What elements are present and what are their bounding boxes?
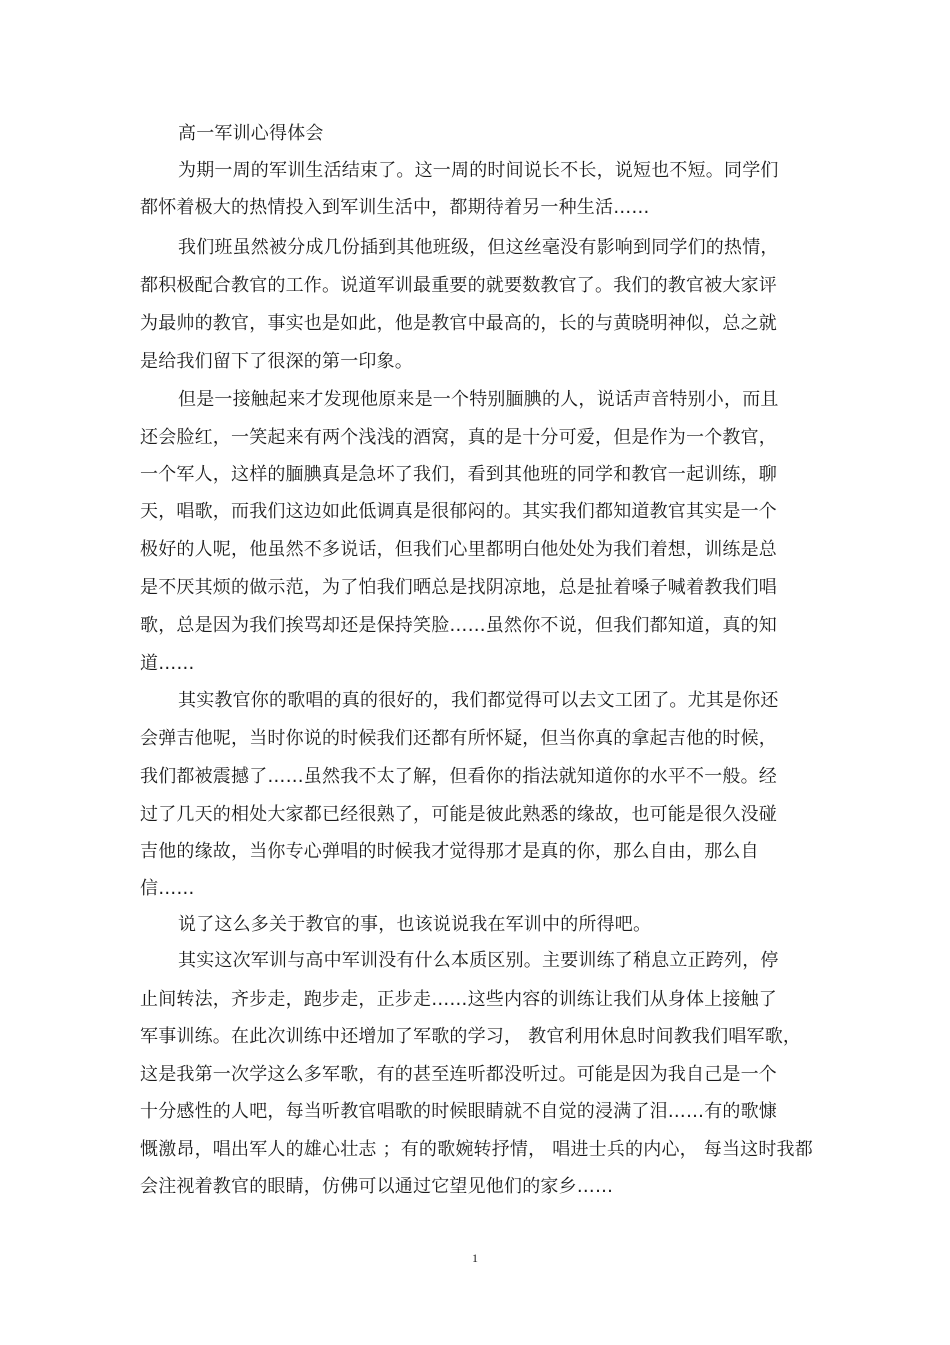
text-line: 我们班虽然被分成几份插到其他班级，但这丝毫没有影响到同学们的热情，	[178, 237, 779, 258]
text-line: 都积极配合教官的工作。说道军训最重要的就要数教官了。我们的教官被大家评	[140, 275, 777, 296]
text-line: 过了几天的相处大家都已经很熟了，可能是彼此熟悉的缘故，也可能是很久没碰	[140, 804, 777, 825]
page-number: 1	[472, 1251, 478, 1265]
document-title: 高一军训心得体会	[178, 123, 324, 144]
text-line: 说了这么多关于教官的事，也该说说我在军训中的所得吧。	[178, 914, 652, 935]
text-line: 信……	[140, 878, 195, 899]
text-line: 歌，总是因为我们挨骂却还是保持笑脸……虽然你不说，但我们都知道，真的知	[140, 615, 777, 636]
text-line: 为期一周的军训生活结束了。这一周的时间说长不长，说短也不短。同学们	[178, 160, 779, 181]
text-line: 道……	[140, 653, 195, 674]
text-line: 止间转法，齐步走，跑步走，正步走……这些内容的训练让我们从身体上接触了	[140, 989, 777, 1010]
text-line: 一个军人，这样的腼腆真是急坏了我们，看到其他班的同学和教官一起训练，聊	[140, 464, 777, 485]
text-line: 十分感性的人吧，每当听教官唱歌的时候眼睛就不自觉的浸满了泪……有的歌慷	[140, 1101, 777, 1122]
text-line: 是给我们留下了很深的第一印象。	[140, 351, 413, 372]
text-line: 是不厌其烦的做示范，为了怕我们晒总是找阴凉地，总是扯着嗓子喊着教我们唱	[140, 577, 777, 598]
text-line: 吉他的缘故，当你专心弹唱的时候我才觉得那才是真的你，那么自由，那么自	[140, 841, 759, 862]
text-line: 但是一接触起来才发现他原来是一个特别腼腆的人，说话声音特别小，而且	[178, 389, 779, 410]
text-line: 我们都被震撼了……虽然我不太了解，但看你的指法就知道你的水平不一般。经	[140, 766, 777, 787]
text-line: 这是我第一次学这么多军歌，有的甚至连听都没听过。可能是因为我自己是一个	[140, 1064, 777, 1085]
text-line: 会注视着教官的眼睛，仿佛可以通过它望见他们的家乡……	[140, 1176, 614, 1197]
text-line: 其实教官你的歌唱的真的很好的，我们都觉得可以去文工团了。尤其是你还	[178, 690, 779, 711]
text-line: 极好的人呢，他虽然不多说话，但我们心里都明白他处处为我们着想，训练是总	[140, 539, 777, 560]
text-line: 都怀着极大的热情投入到军训生活中，都期待着另一种生活……	[140, 197, 650, 218]
text-line: 其实这次军训与高中军训没有什么本质区别。主要训练了稍息立正跨列，停	[178, 950, 779, 971]
text-line: 天，唱歌，而我们这边如此低调真是很郁闷的。其实我们都知道教官其实是一个	[140, 501, 777, 522]
text-line: 为最帅的教官，事实也是如此，他是教官中最高的，长的与黄晓明神似，总之就	[140, 313, 777, 334]
text-line: 慨激昂，唱出军人的雄心壮志 ；有的歌婉转抒情， 唱进士兵的内心， 每当这时我都	[140, 1139, 813, 1160]
text-line: 军事训练。在此次训练中还增加了军歌的学习， 教官利用休息时间教我们唱军歌，	[140, 1026, 802, 1047]
text-line: 还会脸红，一笑起来有两个浅浅的酒窝，真的是十分可爱，但是作为一个教官，	[140, 427, 777, 448]
text-line: 会弹吉他呢，当时你说的时候我们还都有所怀疑，但当你真的拿起吉他的时候，	[140, 728, 777, 749]
